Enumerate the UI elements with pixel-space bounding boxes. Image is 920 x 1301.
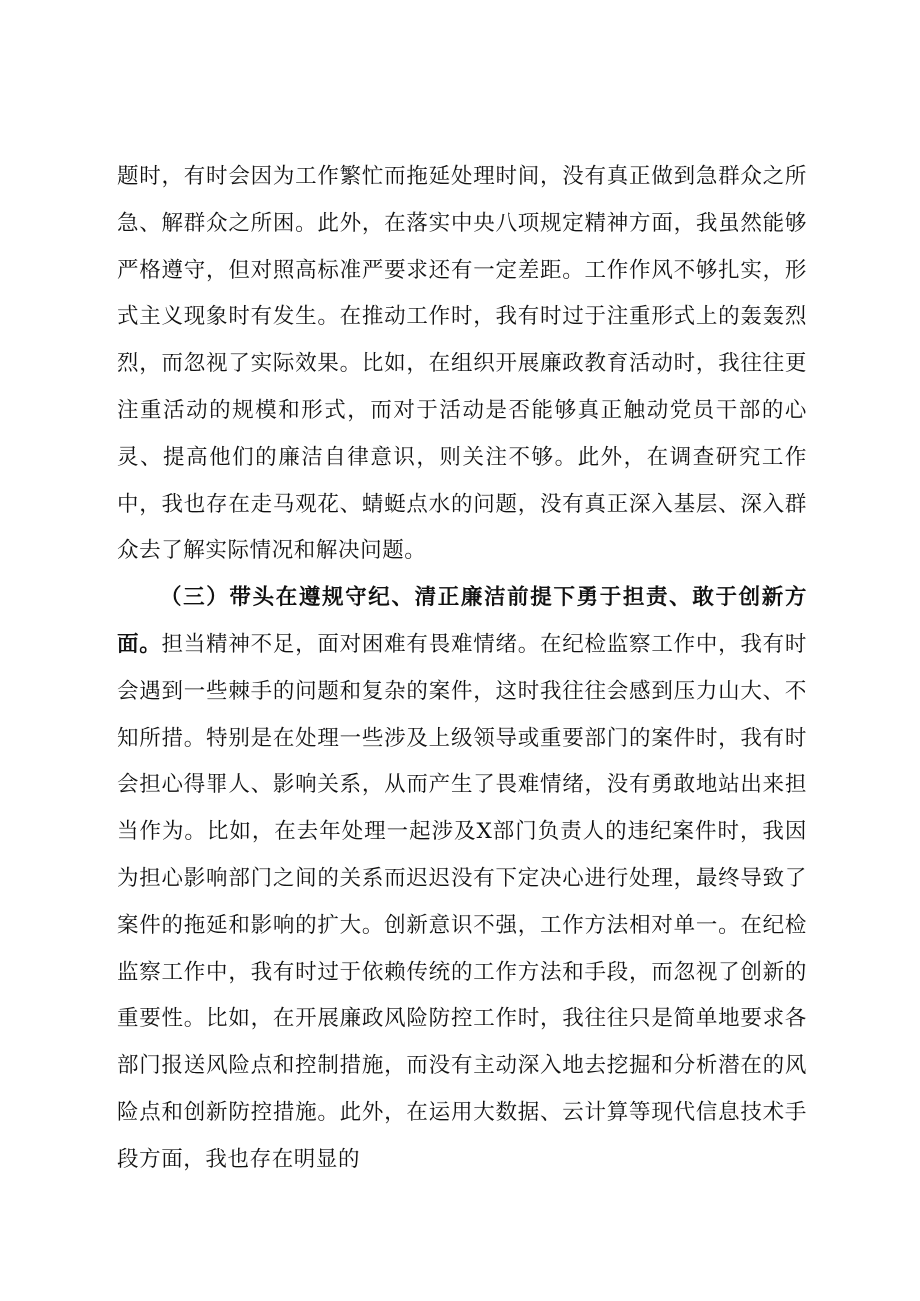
paragraph-continued: 题时，有时会因为工作繁忙而拖延处理时间，没有真正做到急群众之所急、解群众之所困。此外，在落实中央八项规定精神方面，我虽然能够严格遵守，但对照高标准严要求还有一定差距。工作作风不够扎实，形式主义现象时有发生。在推动工作时，我有时过于注重形式上的轰轰烈烈，而忽视了实际效果。比如，在组织开展廉政教育活动时，我往往更注重活动的规模和形式，而对于活动是否能够真正触动党员干部的心灵、提高他们的廉洁自律意识，则关注不够。此外，在调查研究工作中，我也存在走马观花、蜻蜓点水的问题，没有真正深入基层、深入群众去了解实际情况和解决问题。 <box>117 164 807 564</box>
paragraph-section-three <box>117 575 807 1183</box>
section-heading: （三）带头在遵规守纪、清正廉洁前提下勇于担责、敢于创新方面。 <box>117 585 807 657</box>
section-body: 担当精神不足，面对困难有畏难情绪。在纪检监察工作中，我有时会遇到一些棘手的问题和复杂的案件，这时我往往会感到压力山大、不知所措。特别是在处理一些涉及上级领导或重要部门的案件时，我有时会担心得罪人、影响关系，从而产生了畏难情绪，没有勇敢地站出来担当作为。比如，在去年处理一起涉及X部门负责人的违纪案件时，我因为担心影响部门之间的关系而迟迟没有下定决心进行处理，最终导致了案件的拖延和影响的扩大。创新意识不强，工作方法相对单一。在纪检监察工作中，我有时过于依赖传统的工作方法和手段，而忽视了创新的重要性。比如，在开展廉政风险防控工作时，我往往只是简单地要求各部门报送风险点和控制措施，而没有主动深入地去挖掘和分析潜在的风险点和创新防控措施。此外，在运用大数据、云计算等现代信息技术手段方面，我也存在明显的 <box>117 631 807 1172</box>
body-text <box>117 154 807 1184</box>
